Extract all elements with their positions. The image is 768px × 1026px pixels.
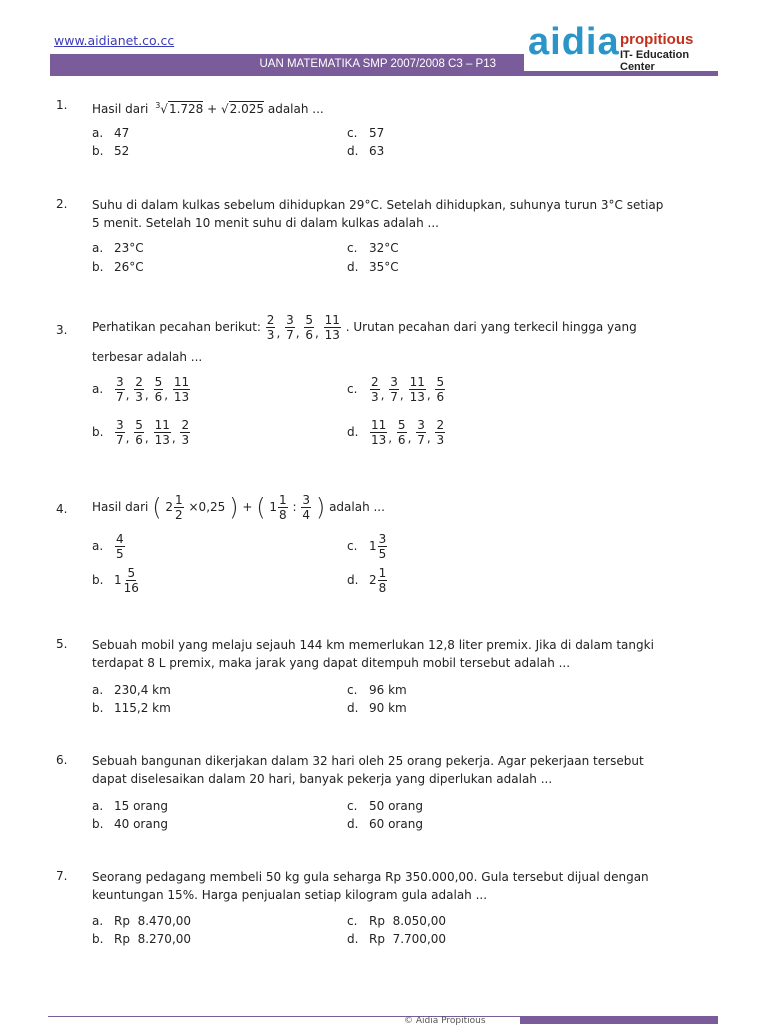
q5-number: 5. — [56, 637, 68, 651]
q1-pre: Hasil dari — [92, 102, 149, 116]
paren-close: ) — [315, 493, 326, 522]
fraction-separator: , — [380, 388, 389, 402]
q7-number: 7. — [56, 869, 68, 883]
fraction: $\frac{5}{6}$ — [397, 418, 406, 447]
paren-open: ( — [256, 493, 266, 522]
q6-stem: Sebuah bangunan dikerjakan dalam 32 hari oleh 25 orang pekerja. Agar pekerjaan tersebut dapat diselesaikan dalam 20 hari, banyak pekerja yang diperlukan adalah ... — [92, 754, 644, 786]
fraction-separator: , — [315, 326, 323, 340]
fraction-separator: , — [276, 326, 285, 340]
q1-stem — [92, 97, 712, 118]
fraction-separator: , — [164, 388, 172, 402]
fraction: $\frac{3}{7}$ — [390, 375, 398, 404]
footer-bar — [520, 1017, 718, 1024]
fraction: $\frac{2}{3}$ — [135, 375, 143, 404]
q2-option-c[interactable]: c. 32°C — [347, 241, 399, 255]
fraction-separator: , — [426, 431, 435, 445]
q1-option-d[interactable]: d. 63 — [347, 144, 385, 158]
q6-number: 6. — [56, 753, 68, 767]
q3-option-b[interactable]: b. $\frac{3}{7}$ , $\frac{5}{6}$ , $\frac{11}{13}$ , $\frac{2}{3}$ — [92, 418, 190, 447]
q7-stem: Seorang pedagang membeli 50 kg gula seharga Rp 350.000,00. Gula tersebut dijual dengan keuntungan 15%. Harga penjualan setiap kilogram gula adalah ... — [92, 870, 649, 902]
fraction-separator: , — [171, 431, 180, 445]
fraction: $\frac{5}{6}$ — [436, 375, 445, 404]
paren-open: ( — [152, 493, 162, 522]
site-link[interactable]: www.aidianet.co.cc — [54, 33, 175, 48]
q7-option-d[interactable]: d. Rp 7.700,00 — [347, 932, 447, 946]
q6-option-c[interactable]: c. 50 orang — [347, 799, 423, 813]
fraction: $\frac{3}{7}$ — [116, 375, 124, 404]
q3-stem-line2: terbesar adalah ... — [92, 350, 203, 364]
q6-option-a[interactable]: a. 15 orang — [92, 799, 168, 813]
q2-option-a[interactable]: a. 23°C — [92, 241, 144, 255]
q6-option-b[interactable]: b. 40 orang — [92, 817, 168, 831]
q7-option-b[interactable]: b. Rp 8.270,00 — [92, 932, 192, 946]
fraction: $\frac{3}{7}$ — [116, 418, 124, 447]
radical-icon: √ — [160, 102, 168, 116]
fraction: $\frac{3}{7}$ — [417, 418, 425, 447]
fraction-separator: , — [407, 431, 416, 445]
fraction: $\frac{11}{13}$ — [371, 418, 387, 447]
fraction-separator: , — [295, 326, 304, 340]
fraction: $\frac{2}{3}$ — [266, 313, 275, 342]
q3-option-a[interactable]: a. $\frac{3}{7}$ , $\frac{2}{3}$ , $\frac{5}{6}$ , $\frac{11}{13}$ — [92, 375, 190, 404]
q7-option-c[interactable]: c. Rp 8.050,00 — [347, 914, 447, 928]
fraction-separator: , — [388, 431, 396, 445]
q1-plus: + — [207, 102, 218, 116]
radical-icon: √ — [221, 102, 229, 116]
q3-fraction-list — [265, 313, 342, 342]
q1-cube-root-value: 1.728 — [168, 102, 204, 116]
logo-subtitle: IT- Education Center — [620, 49, 690, 73]
q5-option-a[interactable]: a. 230,4 km — [92, 683, 171, 697]
fraction-separator: , — [125, 388, 134, 402]
q4-number: 4. — [56, 502, 68, 516]
q1-root-index: 3 — [155, 101, 161, 110]
fraction-separator: , — [125, 431, 134, 445]
q3-option-c[interactable]: c. $\frac{2}{3}$ , $\frac{3}{7}$ , $\frac{11}{13}$ , $\frac{5}{6}$ — [347, 375, 445, 404]
fraction: $\frac{11}{13}$ — [409, 375, 425, 404]
fraction: $\frac{5}{6}$ — [154, 375, 163, 404]
q2-stem: Suhu di dalam kulkas sebelum dihidupkan 29°C. Setelah dihidupkan, suhunya turun 3°C setiap 5 menit. Setelah 10 menit suhu di dalam kulkas adalah ... — [92, 198, 664, 230]
fraction-separator: , — [144, 431, 153, 445]
fraction: $\frac{11}{13}$ — [324, 313, 340, 342]
fraction-separator: , — [144, 388, 153, 402]
fraction: $\frac{2}{3}$ — [371, 375, 379, 404]
footer-text: © Aidia Propitious — [404, 1016, 486, 1026]
q1-post: adalah ... — [267, 102, 324, 116]
fraction: $\frac{11}{13}$ — [154, 418, 170, 447]
q5-option-c[interactable]: c. 96 km — [347, 683, 407, 697]
fraction-separator: , — [399, 388, 408, 402]
q4-option-a[interactable]: a. $\frac{4}{5}$ — [92, 532, 124, 561]
q2-option-b[interactable]: b. 26°C — [92, 260, 144, 274]
fraction: $\frac{11}{13}$ — [173, 375, 190, 404]
paren-close: ) — [229, 493, 239, 522]
q1-sqrt-value: 2.025 — [229, 102, 265, 116]
fraction: $\frac{2}{3}$ — [181, 418, 190, 447]
q7-option-a[interactable]: a. Rp 8.470,00 — [92, 914, 192, 928]
q3-stem: Perhatikan pecahan berikut: $\frac{2}{3}$ , $\frac{3}{7}$ , $\frac{5}{6}$ , $\frac{11}{13}$ . Urutan pecahan dari yang terkecil hingga yang — [92, 313, 637, 342]
fraction: $\frac{5}{6}$ — [135, 418, 143, 447]
q3-number: 3. — [56, 323, 68, 337]
fraction: $\frac{2}{3}$ — [436, 418, 445, 447]
fraction-separator: , — [426, 388, 435, 402]
q1-option-b[interactable]: b. 52 — [92, 144, 130, 158]
logo-tagline: propitious — [620, 31, 694, 48]
q2-option-d[interactable]: d. 35°C — [347, 260, 399, 274]
q2-number: 2. — [56, 197, 68, 211]
q4-option-c[interactable]: c. 1 $\frac{3}{5}$ — [347, 532, 387, 561]
fraction: $\frac{5}{6}$ — [305, 313, 313, 342]
q6-option-d[interactable]: d. 60 orang — [347, 817, 423, 831]
q4-option-b[interactable]: b. 1 $\frac{5}{16}$ — [92, 566, 139, 595]
q3-option-d[interactable]: d. $\frac{11}{13}$ , $\frac{5}{6}$ , $\frac{3}{7}$ , $\frac{2}{3}$ — [347, 418, 445, 447]
header-title: UAN MATEMATIKA SMP 2007/2008 C3 – P13 — [259, 58, 496, 70]
q5-stem: Sebuah mobil yang melaju sejauh 144 km memerlukan 12,8 liter premix. Jika di dalam tangki terdapat 8 L premix, maka jarak yang dapat ditempuh mobil tersebut adalah ... — [92, 638, 654, 670]
q1-option-c[interactable]: c. 57 — [347, 126, 385, 140]
logo-word: aidia — [528, 21, 620, 63]
logo — [524, 21, 724, 73]
q4-stem: Hasil dari ( 2 $\frac{1}{2}$ ×0,25 ) + ( 1 $\frac{1}{8}$ : $\frac{3}{4}$ ) adalah ... — [92, 493, 385, 522]
q1-option-a[interactable]: a. 47 — [92, 126, 130, 140]
q4-option-d[interactable]: d. 2 $\frac{1}{8}$ — [347, 566, 387, 595]
q5-option-b[interactable]: b. 115,2 km — [92, 701, 171, 715]
fraction: $\frac{3}{7}$ — [286, 313, 294, 342]
q5-option-d[interactable]: d. 90 km — [347, 701, 407, 715]
q1-number: 1. — [56, 98, 68, 112]
